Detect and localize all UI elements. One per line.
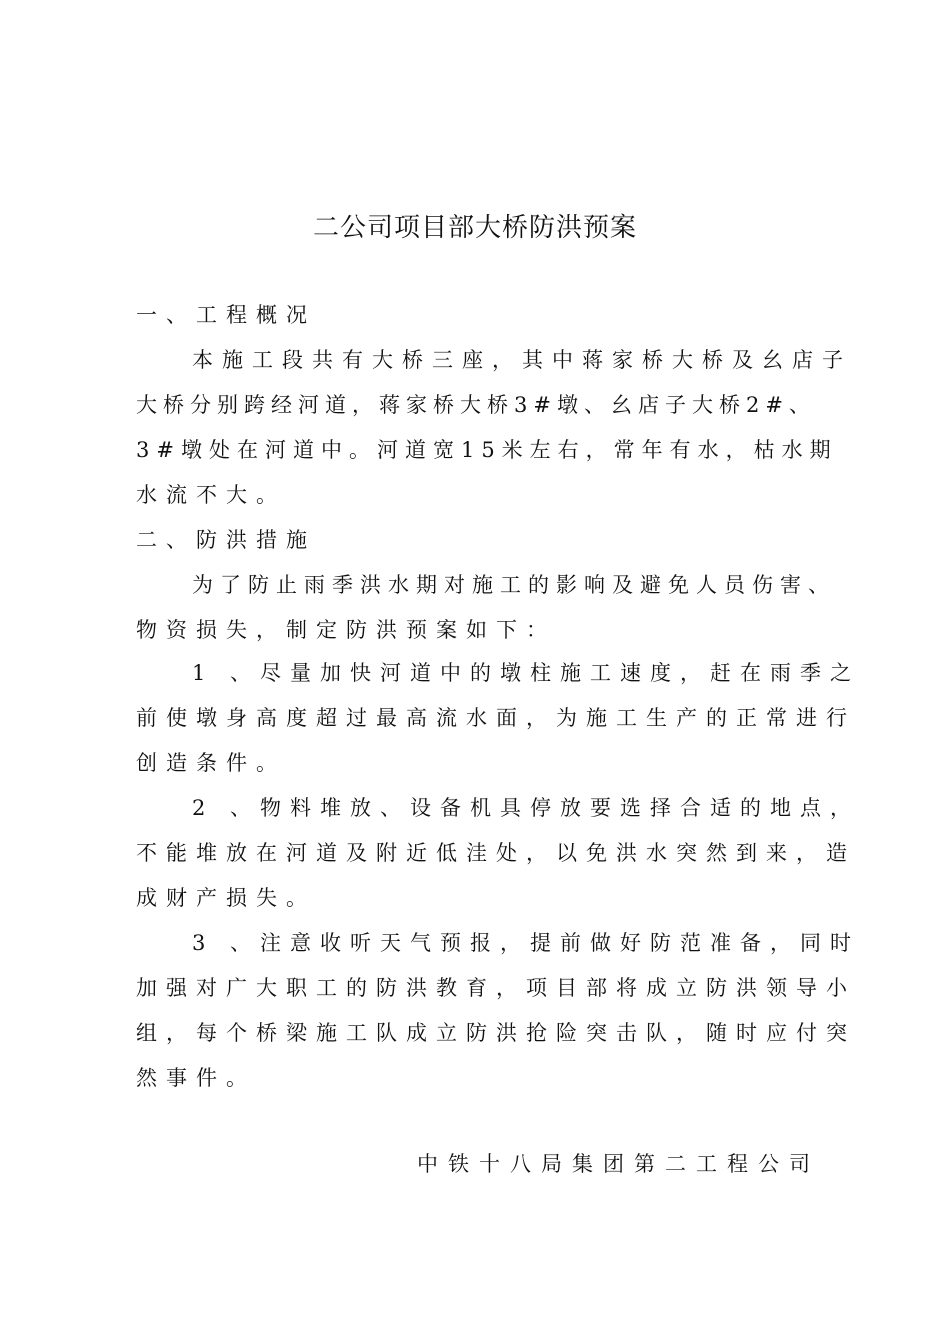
measure-item-1: 1 、尽量加快河道中的墩柱施工速度，赶在雨季之 <box>192 661 861 685</box>
paragraph-line: 水流不大。 <box>136 483 286 507</box>
paragraph-line: 物资损失，制定防洪预案如下： <box>136 618 556 642</box>
paragraph-line: 不能堆放在河道及附近低洼处，以免洪水突然到来，造 <box>136 841 856 865</box>
paragraph-line: 为了防止雨季洪水期对施工的影响及避免人员伤害、 <box>192 573 836 597</box>
signature-company: 中铁十八局集团第二工程公司 <box>417 1152 820 1176</box>
paragraph-line: 然事件。 <box>136 1066 256 1090</box>
measure-item-2: 2 、物料堆放、设备机具停放要选择合适的地点， <box>192 796 861 820</box>
document-title: 二公司项目部大桥防洪预案 <box>312 213 637 243</box>
paragraph-line: 3#墩处在河道中。河道宽15米左右，常年有水，枯水期 <box>136 438 838 462</box>
measure-item-3: 3 、注意收听天气预报，提前做好防范准备，同时 <box>192 931 861 955</box>
paragraph-line: 加强对广大职工的防洪教育，项目部将成立防洪领导小 <box>136 976 856 1000</box>
paragraph-line: 成财产损失。 <box>136 886 316 910</box>
section-heading-overview: 一、工程概况 <box>136 303 316 327</box>
section-heading-measures: 二、防洪措施 <box>136 528 316 552</box>
paragraph-line: 组，每个桥梁施工队成立防洪抢险突击队，随时应付突 <box>136 1021 856 1045</box>
paragraph-line: 大桥分别跨经河道，蒋家桥大桥3#墩、幺店子大桥2#、 <box>136 393 816 417</box>
paragraph-line: 创造条件。 <box>136 751 286 775</box>
paragraph-line: 前使墩身高度超过最高流水面，为施工生产的正常进行 <box>136 706 856 730</box>
paragraph-line: 本施工段共有大桥三座，其中蒋家桥大桥及幺店子 <box>192 348 852 372</box>
